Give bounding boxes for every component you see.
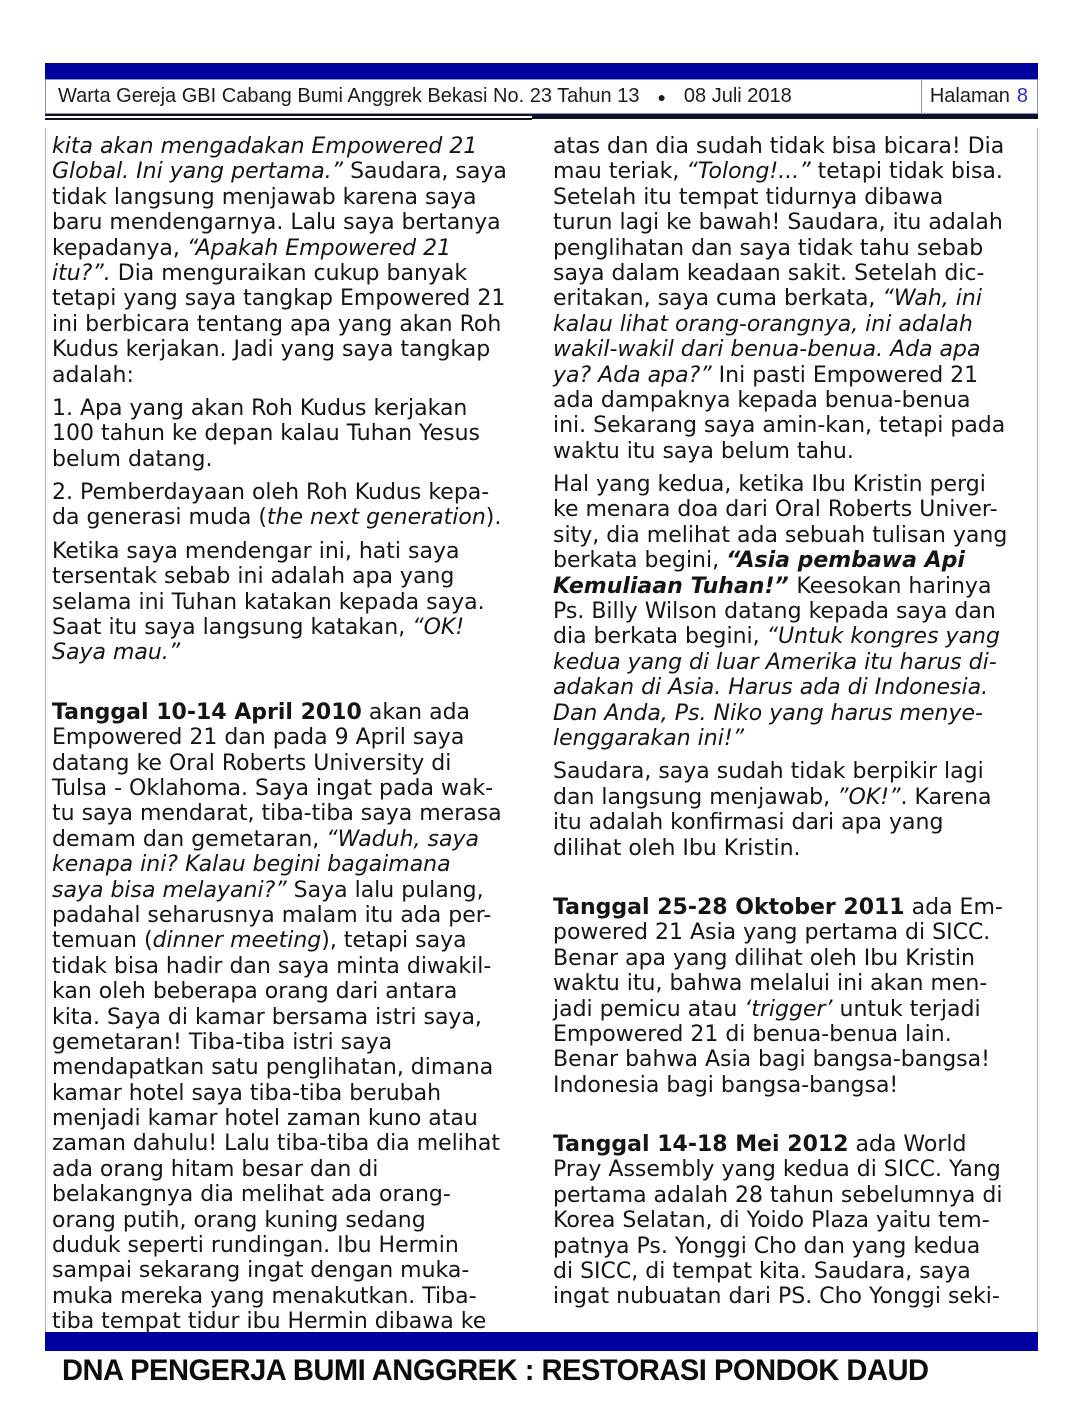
text-segment: muka mereka yang menakutkan. Tiba- <box>52 1283 477 1309</box>
text-line <box>52 363 536 388</box>
text-segment: belum datang. <box>52 446 213 472</box>
text-line <box>553 548 1037 573</box>
text-line <box>553 599 1037 624</box>
text-line <box>553 261 1037 286</box>
text-segment: Dia menguraikan cukup banyak <box>117 260 468 286</box>
page-header <box>45 79 1038 114</box>
text-segment: Indonesia bagi bangsa-bangsa! <box>553 1072 899 1098</box>
paragraph <box>52 396 536 472</box>
text-line <box>553 1284 1037 1309</box>
text-line <box>52 1233 536 1258</box>
text-segment: Saya lalu pulang, <box>293 877 484 903</box>
text-segment: Saudara, saya <box>350 159 507 185</box>
text-line <box>52 700 536 725</box>
text-line <box>553 920 1037 945</box>
text-line <box>52 852 536 877</box>
text-segment: Kemuliaan Tuhan!” <box>553 573 797 599</box>
text-segment: Setelah itu tempat tidurnya dibawa <box>553 184 944 210</box>
text-segment: gemetaran! Tiba-tiba istri saya <box>52 1029 393 1055</box>
text-segment: itu adalah konfirmasi dari apa yang <box>553 810 944 836</box>
text-segment: Ini pasti Empowered 21 <box>718 362 979 388</box>
paragraph <box>553 1132 1037 1310</box>
text-line <box>553 1047 1037 1072</box>
text-segment: Hal yang kedua, ketika Ibu Kristin pergi <box>553 472 986 498</box>
text-line <box>553 413 1037 438</box>
text-line <box>52 1309 536 1332</box>
text-line <box>553 1132 1037 1157</box>
text-segment: jadi pemicu atau <box>553 996 745 1022</box>
text-line <box>52 337 536 362</box>
text-segment: Ketika saya mendengar ini, hati saya <box>52 538 460 564</box>
text-segment: tetapi yang saya tangkap Empowered 21 <box>52 286 506 312</box>
text-segment: tersentak sebab ini adalah apa yang <box>52 564 455 590</box>
text-line <box>52 590 536 615</box>
text-line <box>553 1073 1037 1098</box>
text-line <box>52 878 536 903</box>
text-segment: kepadanya, <box>52 235 187 261</box>
text-line <box>553 1208 1037 1233</box>
text-segment: berkata begini, <box>553 548 727 574</box>
text-segment: datang ke Oral Roberts University di <box>52 750 452 776</box>
text-line <box>553 574 1037 599</box>
text-segment: padahal seharusnya malam itu ada per- <box>52 902 492 928</box>
text-segment: tetapi tidak bisa. <box>817 159 1003 185</box>
text-segment: mau teriak, <box>553 159 687 185</box>
text-segment: penglihatan dan saya tidak tahu sebab <box>553 235 984 261</box>
text-line <box>553 185 1037 210</box>
text-segment: Tanggal 14-18 Mei 2012 <box>553 1132 849 1158</box>
text-line <box>52 928 536 953</box>
text-segment: ini. Sekarang saya amin-kan, tetapi pada <box>553 413 1006 439</box>
text-segment: kenapa ini? Kalau begini bagaimana <box>52 852 451 878</box>
text-line <box>52 236 536 261</box>
text-segment: . Karena <box>900 784 992 810</box>
rule-bottom-left-line <box>45 118 532 120</box>
text-segment: ‘trigger’ <box>744 996 833 1022</box>
text-segment: “Apakah Empowered 21 <box>186 235 452 261</box>
text-segment: Korea Selatan, di Yoido Plaza yaitu tem- <box>553 1208 990 1234</box>
text-line <box>52 564 536 589</box>
text-line <box>52 827 536 852</box>
text-segment: kamar hotel saya tiba-tiba berubah <box>52 1080 442 1106</box>
text-segment: kedua yang di luar Amerika itu harus di- <box>553 649 997 675</box>
text-segment: mendapatkan satu penglihatan, dimana <box>52 1055 494 1081</box>
paragraph <box>52 539 536 666</box>
text-line <box>553 624 1037 649</box>
text-line <box>553 286 1037 311</box>
text-line <box>553 210 1037 235</box>
text-line <box>553 439 1037 464</box>
text-segment: demam dan gemetaran, <box>52 826 327 852</box>
text-line <box>52 134 536 159</box>
text-segment: ada Em- <box>904 894 1003 920</box>
text-line <box>52 1284 536 1309</box>
text-segment: zaman dahulu! Lalu tiba-tiba dia melihat <box>52 1131 500 1157</box>
text-segment: “OK! <box>412 615 465 641</box>
paragraph-gap <box>553 869 1037 895</box>
text-segment: ya? Ada apa?” <box>553 362 719 388</box>
text-line <box>52 1182 536 1207</box>
text-line <box>52 640 536 665</box>
text-segment: ada orang hitam besar dan di <box>52 1156 379 1182</box>
text-segment: adalah: <box>52 362 134 388</box>
text-line <box>52 776 536 801</box>
text-segment: Benar bahwa Asia bagi bangsa-bangsa! <box>553 1047 990 1073</box>
text-segment: dilihat oleh Ibu Kristin. <box>553 835 801 861</box>
text-segment: ada World <box>848 1132 967 1158</box>
text-segment: Empowered 21 dan pada 9 April saya <box>52 725 465 751</box>
text-line <box>553 997 1037 1022</box>
text-line <box>52 159 536 184</box>
text-segment: adakan di Asia. Harus ada di Indonesia. <box>553 675 989 701</box>
text-segment: “Wah, ini <box>882 286 982 312</box>
text-segment: lenggarakan ini!” <box>553 725 745 751</box>
rule-thick-right-line <box>532 114 1038 119</box>
text-line <box>553 785 1037 810</box>
text-segment: menjadi kamar hotel zaman kuno atau <box>52 1106 478 1132</box>
text-line <box>553 1259 1037 1284</box>
text-segment: ada dampaknya kepada benua-benua <box>553 387 971 413</box>
text-line <box>52 261 536 286</box>
left-column <box>52 134 536 1332</box>
text-line <box>52 979 536 1004</box>
footer-bar <box>45 1332 1038 1351</box>
text-segment: Keesokan harinya <box>796 573 992 599</box>
text-line <box>52 1055 536 1080</box>
page-number: 8 <box>1016 85 1028 107</box>
text-segment: ), tetapi saya <box>321 928 467 954</box>
paragraph-gap <box>553 1106 1037 1132</box>
newsletter-title: Warta Gereja GBI Cabang Bumi Anggrek Bekasi No. 23 Tahun 13 <box>58 85 640 107</box>
text-line <box>52 286 536 311</box>
text-segment: atas dan dia sudah tidak bisa bicara! Dia <box>553 134 1005 159</box>
article-body <box>45 128 1038 1332</box>
text-segment: pertama adalah 28 tahun sebelumnya di <box>553 1182 1003 1208</box>
text-segment: “Asia pembawa Api <box>726 548 965 574</box>
header-divider-rule <box>45 114 1038 121</box>
text-segment: ini berbicara tentang apa yang akan Roh <box>52 311 502 337</box>
text-segment: duduk seperti rundingan. Ibu Hermin <box>52 1233 459 1259</box>
text-line <box>553 1157 1037 1182</box>
text-segment: Tanggal 10-14 April 2010 <box>52 699 362 725</box>
text-segment: da generasi muda ( <box>52 505 267 531</box>
text-line <box>52 1208 536 1233</box>
text-segment: tidak langsung menjawab karena saya <box>52 184 477 210</box>
text-line <box>52 185 536 210</box>
text-segment: 2. Pemberdayaan oleh Roh Kudus kepa- <box>52 480 490 506</box>
text-segment: “Tolong!...” <box>686 159 818 185</box>
text-line <box>553 1234 1037 1259</box>
text-segment: Kudus kerjakan. Jadi yang saya tangkap <box>52 337 491 363</box>
text-line <box>52 539 536 564</box>
text-line <box>52 421 536 446</box>
text-line <box>553 236 1037 261</box>
text-line <box>553 675 1037 700</box>
text-segment: saya dalam keadaan sakit. Setelah dic- <box>553 260 985 286</box>
text-segment: Dan Anda, Ps. Niko yang harus menye- <box>553 700 983 726</box>
text-line <box>553 650 1037 675</box>
text-line <box>52 480 536 505</box>
issue-date: 08 Juli 2018 <box>683 85 792 107</box>
paragraph <box>553 895 1037 1098</box>
text-line <box>553 1183 1037 1208</box>
text-segment: itu?”. <box>52 260 118 286</box>
text-line <box>553 337 1037 362</box>
text-line <box>52 396 536 421</box>
paragraph <box>553 472 1037 751</box>
text-segment: tu saya mendarat, tiba-tiba saya merasa <box>52 801 502 827</box>
text-segment: kita akan mengadakan Empowered 21 <box>52 134 478 159</box>
paragraph-gap <box>52 674 536 700</box>
text-line <box>553 363 1037 388</box>
text-segment: tiba tempat tidur ibu Hermin dibawa ke <box>52 1309 487 1332</box>
page-number-cell <box>921 80 1037 113</box>
text-line <box>553 1022 1037 1047</box>
text-segment: dia berkata begini, <box>553 624 767 650</box>
text-segment: ingat nubuatan dari PS. Cho Yonggi seki- <box>553 1284 1000 1310</box>
text-segment: sampai sekarang ingat dengan muka- <box>52 1258 470 1284</box>
text-line <box>52 903 536 928</box>
text-segment: Pray Assembly yang kedua di SICC. Yang <box>553 1157 1001 1183</box>
text-line <box>553 759 1037 784</box>
text-line <box>52 1258 536 1283</box>
text-segment: kita. Saya di kamar bersama istri saya, <box>52 1004 482 1030</box>
text-segment: orang putih, orang kuning sedang <box>52 1207 426 1233</box>
header-top-bar <box>45 63 1038 79</box>
text-line <box>553 946 1037 971</box>
text-line <box>553 701 1037 726</box>
text-segment: di SICC, di tempat kita. Saudara, saya <box>553 1259 971 1285</box>
text-segment: sity, dia melihat ada sebuah tulisan yang <box>553 522 1008 548</box>
text-segment: akan ada <box>361 699 471 725</box>
page-label: Halaman <box>929 85 1010 107</box>
paragraph <box>52 480 536 531</box>
text-line <box>553 726 1037 751</box>
text-segment: Tulsa - Oklahoma. Saya ingat pada wak- <box>52 775 494 801</box>
bullet-separator-icon: ● <box>657 88 666 105</box>
text-segment: Global. Ini yang pertama.” <box>52 159 351 185</box>
text-segment: Tanggal 25-28 Oktober 2011 <box>553 894 905 920</box>
text-segment: Empowered 21 di benua-benua lain. <box>553 1021 952 1047</box>
text-segment: the next generation <box>266 505 486 531</box>
text-segment: eritakan, saya cuma berkata, <box>553 286 883 312</box>
text-segment: selama ini Tuhan katakan kepada saya. <box>52 589 485 615</box>
text-line <box>52 1030 536 1055</box>
footer-slogan: DNA PENGERJA BUMI ANGGREK : RESTORASI PONDOK DAUD <box>62 1354 929 1387</box>
text-segment: waktu itu, bahwa melalui ini akan men- <box>553 971 988 997</box>
text-segment: 1. Apa yang akan Roh Kudus kerjakan <box>52 395 468 421</box>
text-segment: patnya Ps. Yonggi Cho dan yang kedua <box>553 1233 981 1259</box>
text-line <box>52 1005 536 1030</box>
text-line <box>52 615 536 640</box>
text-segment: belakangnya dia melihat ada orang- <box>52 1182 451 1208</box>
text-line <box>52 751 536 776</box>
text-segment: “Waduh, saya <box>326 826 479 852</box>
text-line <box>52 447 536 472</box>
text-segment: untuk terjadi <box>832 996 981 1022</box>
text-line <box>52 1131 536 1156</box>
text-line <box>553 810 1037 835</box>
text-segment: kan oleh beberapa orang dari antara <box>52 979 458 1005</box>
text-line <box>52 1081 536 1106</box>
text-segment: wakil-wakil dari benua-benua. Ada apa <box>553 337 981 363</box>
text-segment: dan langsung menjawab, <box>553 784 838 810</box>
paragraph <box>52 700 536 1332</box>
text-line <box>52 210 536 235</box>
text-line <box>52 1157 536 1182</box>
text-segment: dinner meeting <box>152 928 322 954</box>
paragraph <box>52 134 536 388</box>
text-line <box>553 836 1037 861</box>
text-segment: 100 tahun ke depan kalau Tuhan Yesus <box>52 421 480 447</box>
text-segment: ”OK!” <box>837 784 901 810</box>
text-line <box>553 523 1037 548</box>
right-column <box>553 134 1037 1332</box>
text-segment: waktu itu saya belum tahu. <box>553 438 854 464</box>
text-segment: kalau lihat orang-orangnya, ini adalah <box>553 311 973 337</box>
text-line <box>553 159 1037 184</box>
text-segment: “Untuk kongres yang <box>766 624 1000 650</box>
text-line <box>553 497 1037 522</box>
text-segment: ). <box>485 505 502 531</box>
text-segment: baru mendengarnya. Lalu saya bertanya <box>52 210 501 236</box>
text-line <box>52 801 536 826</box>
text-line <box>553 388 1037 413</box>
text-line <box>553 895 1037 920</box>
text-line <box>52 312 536 337</box>
paragraph <box>553 759 1037 861</box>
text-line <box>553 971 1037 996</box>
text-segment: temuan ( <box>52 928 153 954</box>
text-line <box>553 134 1037 159</box>
text-segment: Ps. Billy Wilson datang kepada saya dan <box>553 599 996 625</box>
text-segment: Saat itu saya langsung katakan, <box>52 615 413 641</box>
text-segment: powered 21 Asia yang pertama di SICC. <box>553 920 991 946</box>
text-segment: saya bisa melayani?” <box>52 877 294 903</box>
text-line <box>553 312 1037 337</box>
text-line <box>52 1106 536 1131</box>
text-segment: turun lagi ke bawah! Saudara, itu adalah <box>553 210 1003 236</box>
header-title-cell <box>46 85 921 108</box>
text-segment: tidak bisa hadir dan saya minta diwakil- <box>52 953 492 979</box>
text-segment: Saya mau.” <box>52 640 181 666</box>
text-line <box>52 954 536 979</box>
text-line <box>52 725 536 750</box>
paragraph <box>553 134 1037 464</box>
text-line <box>553 472 1037 497</box>
text-segment: ke menara doa dari Oral Roberts Univer- <box>553 497 998 523</box>
text-segment: Saudara, saya sudah tidak berpikir lagi <box>553 759 984 785</box>
text-line <box>52 505 536 530</box>
text-segment: Benar apa yang dilihat oleh Ibu Kristin <box>553 945 975 971</box>
